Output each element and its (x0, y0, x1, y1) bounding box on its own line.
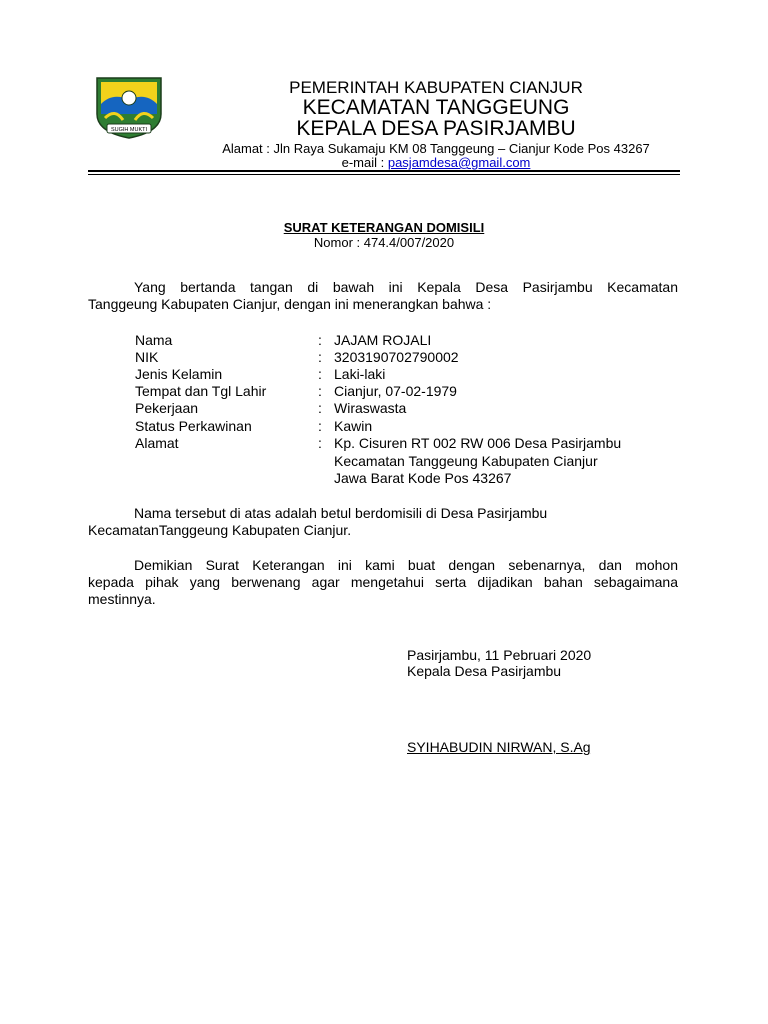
header-district: KECAMATAN TANGGEUNG (302, 96, 570, 119)
letter-title: SURAT KETERANGAN DOMISILI (283, 220, 485, 235)
signature-position: Kepala Desa Pasirjambu (407, 663, 562, 679)
field-label-birth: Tempat dan Tgl Lahir (135, 383, 267, 399)
field-colon: : (318, 332, 322, 348)
closing-line-1: Demikian Surat Keterangan ini kami buat dengan sebenarnya, dan mohon (134, 557, 678, 573)
field-value-marital: Kawin (334, 418, 373, 434)
closing-line-2: kepada pihak yang berwenang agar mengetahui serta dijadikan bahan sebagaimana (88, 574, 678, 590)
field-value-address-line-2: Kecamatan Tanggeung Kabupaten Cianjur (334, 453, 598, 469)
closing-line-3: mestinnya. (88, 591, 156, 607)
field-label-marital: Status Perkawinan (135, 418, 252, 434)
signature-name: SYIHABUDIN NIRWAN, S.Ag (407, 739, 591, 755)
intro-paragraph (88, 279, 678, 313)
field-label-address: Alamat (135, 435, 179, 451)
header-divider-thick (88, 170, 680, 172)
field-label-nama: Nama (135, 332, 173, 348)
field-colon: : (318, 383, 322, 399)
letter-number: Nomor : 474.4/007/2020 (313, 235, 455, 250)
domicile-line-2: KecamatanTanggeung Kabupaten Cianjur. (88, 522, 352, 538)
field-colon: : (318, 418, 322, 434)
field-value-address: Kp. Cisuren RT 002 RW 006 Desa Pasirjambu (334, 435, 622, 451)
field-value-nama: JAJAM ROJALI (334, 332, 432, 348)
regency-logo (93, 74, 165, 140)
header-address: Alamat : Jln Raya Sukamaju KM 08 Tanggeung – Cianjur Kode Pos 43267 (222, 141, 650, 156)
signature-place-date: Pasirjambu, 11 Pebruari 2020 (407, 647, 592, 663)
header-government: PEMERINTAH KABUPATEN CIANJUR (289, 78, 583, 97)
domicile-paragraph (88, 505, 678, 539)
header-divider-thin (88, 174, 680, 175)
email-label: e-mail : (341, 155, 388, 170)
field-label-occupation: Pekerjaan (135, 400, 199, 416)
email-link[interactable]: pasjamdesa@gmail.com (387, 155, 531, 170)
intro-line-1: Yang bertanda tangan di bawah ini Kepala Desa Pasirjambu Kecamatan (134, 279, 678, 295)
field-colon: : (318, 435, 322, 451)
field-label-gender: Jenis Kelamin (135, 366, 223, 382)
field-label-nik: NIK (135, 349, 159, 365)
intro-line-2: Tanggeung Kabupaten Cianjur, dengan ini menerangkan bahwa : (88, 296, 492, 312)
field-colon: : (318, 400, 322, 416)
closing-paragraph (88, 557, 678, 608)
field-value-address-line-3: Jawa Barat Kode Pos 43267 (334, 470, 512, 486)
header-email (196, 155, 676, 170)
field-colon: : (318, 349, 322, 365)
header-village-head: KEPALA DESA PASIRJAMBU (296, 117, 576, 140)
field-value-gender: Laki-laki (334, 366, 386, 382)
field-colon: : (318, 366, 322, 382)
field-value-occupation: Wiraswasta (334, 400, 407, 416)
domicile-line-1: Nama tersebut di atas adalah betul berdomisili di Desa Pasirjambu (134, 505, 548, 521)
field-value-birth: Cianjur, 07-02-1979 (334, 383, 457, 399)
field-value-nik: 3203190702790002 (334, 349, 459, 365)
logo-banner-text: SUGIH MUKTI (110, 127, 148, 133)
